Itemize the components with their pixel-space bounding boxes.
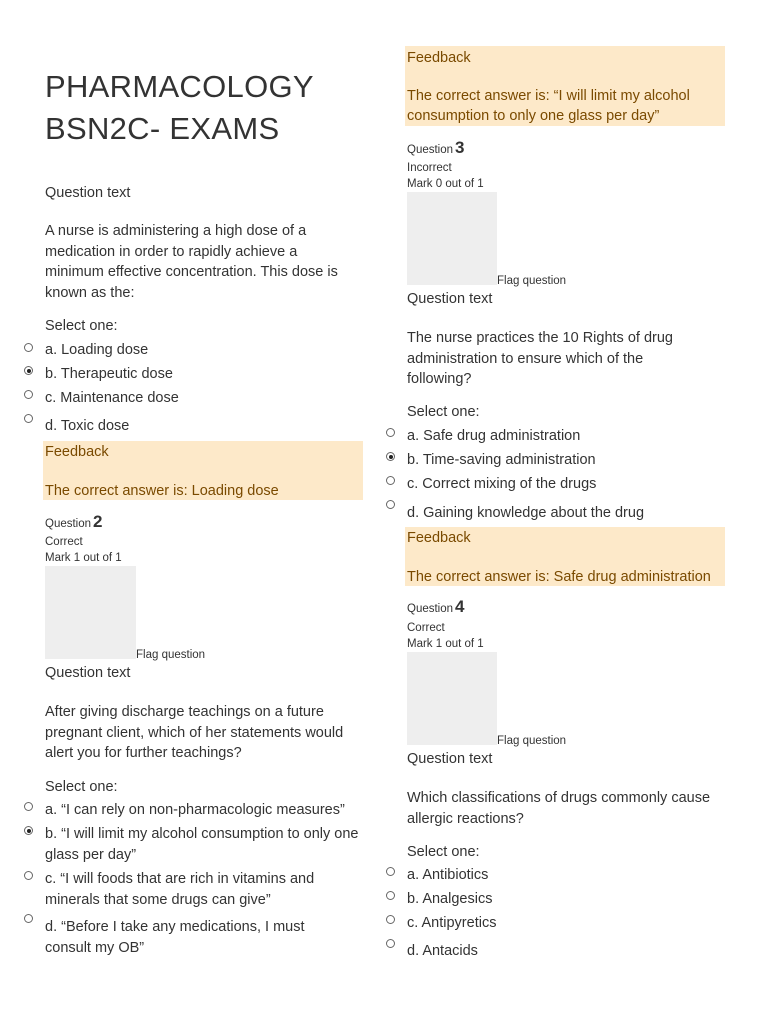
q4-flag-icon[interactable]	[407, 652, 497, 745]
q2-feedback-panel	[405, 46, 725, 126]
q3-question-body: The nurse practices the 10 Rights of drug administration to ensure which of the following?	[407, 330, 673, 387]
q3-option-a[interactable]: a. Safe drug administration	[407, 428, 581, 444]
q3-feedback-heading: Feedback	[407, 530, 471, 546]
q4-option-b-radio[interactable]	[386, 891, 395, 900]
q4-header	[407, 599, 465, 617]
q2-question-text-label: Question text	[45, 665, 131, 681]
q3-option-b[interactable]: b. Time-saving administration	[407, 452, 596, 468]
q4-question-body: Which classifications of drugs commonly cause allergic reactions?	[407, 790, 711, 827]
q3-number: 3	[455, 138, 465, 157]
q4-option-d-radio[interactable]	[386, 939, 395, 948]
q4-option-c[interactable]: c. Antipyretics	[407, 915, 497, 931]
q3-question-text-label: Question text	[407, 291, 493, 307]
q1-feedback-panel	[43, 441, 363, 500]
q4-option-c-radio[interactable]	[386, 915, 395, 924]
q3-option-c[interactable]: c. Correct mixing of the drugs	[407, 476, 597, 492]
q2-select-one: Select one:	[45, 779, 118, 795]
q2-correct-answer: The correct answer is: “I will limit my alcohol consumption to only one glass per day”	[407, 88, 690, 124]
q2-number: 2	[93, 512, 103, 531]
q1-option-b-radio[interactable]	[24, 366, 33, 375]
q2-flag-question[interactable]: Flag question	[136, 649, 206, 661]
q4-number: 4	[455, 597, 465, 616]
q2-option-b[interactable]: b. “I will limit my alcohol consumption to only one glass per day”	[45, 826, 359, 863]
q2-option-b-radio[interactable]	[24, 826, 33, 835]
q3-option-d[interactable]: d. Gaining knowledge about the drug	[407, 505, 645, 521]
page-title-line1: PHARMACOLOGY	[45, 69, 314, 104]
q2-option-c-radio[interactable]	[24, 871, 33, 880]
q3-correct-answer: The correct answer is: Safe drug administration	[407, 569, 711, 585]
q4-option-a-radio[interactable]	[386, 867, 395, 876]
q3-flag-icon[interactable]	[407, 192, 497, 285]
q4-select-one: Select one:	[407, 844, 480, 860]
q4-option-a[interactable]: a. Antibiotics	[407, 867, 489, 883]
q3-option-b-radio[interactable]	[386, 452, 395, 461]
q1-option-a-radio[interactable]	[24, 343, 33, 352]
q3-question-word: Question	[407, 144, 454, 156]
q4-question-word: Question	[407, 603, 454, 615]
q4-flag-question[interactable]: Flag question	[497, 735, 567, 747]
q2-mark: Mark 1 out of 1	[45, 552, 122, 564]
q2-question-body: After giving discharge teachings on a future pregnant client, which of her statements would alert you for further teachings?	[45, 704, 344, 761]
q2-option-a-radio[interactable]	[24, 802, 33, 811]
page-title-line2: BSN2C- EXAMS	[45, 111, 280, 146]
q2-option-d-radio[interactable]	[24, 914, 33, 923]
q2-option-a[interactable]: a. “I can rely on non-pharmacologic measures”	[45, 802, 345, 818]
q3-feedback-panel	[405, 527, 725, 586]
q1-correct-answer: The correct answer is: Loading dose	[45, 483, 279, 499]
q1-option-d[interactable]: d. Toxic dose	[45, 418, 130, 434]
q3-flag-question[interactable]: Flag question	[497, 275, 567, 287]
q3-select-one: Select one:	[407, 404, 480, 420]
q1-select-one: Select one:	[45, 318, 118, 334]
q2-option-c[interactable]: c. “I will foods that are rich in vitamins and minerals that some drugs can give”	[45, 871, 315, 908]
q4-status: Correct	[407, 622, 445, 634]
q4-option-b[interactable]: b. Analgesics	[407, 891, 493, 907]
q3-status: Incorrect	[407, 162, 452, 174]
q4-question-text-label: Question text	[407, 751, 493, 767]
q1-option-d-radio[interactable]	[24, 414, 33, 423]
q1-option-c[interactable]: c. Maintenance dose	[45, 390, 179, 406]
q2-feedback-heading: Feedback	[407, 50, 471, 66]
q4-mark: Mark 1 out of 1	[407, 638, 484, 650]
q1-option-a[interactable]: a. Loading dose	[45, 342, 149, 358]
q2-status: Correct	[45, 536, 83, 548]
q3-header	[407, 140, 465, 158]
q3-option-a-radio[interactable]	[386, 428, 395, 437]
q3-mark: Mark 0 out of 1	[407, 178, 484, 190]
q1-feedback-heading: Feedback	[45, 444, 109, 460]
q1-option-c-radio[interactable]	[24, 390, 33, 399]
q2-header	[45, 514, 103, 532]
q1-option-b[interactable]: b. Therapeutic dose	[45, 366, 173, 382]
q2-question-word: Question	[45, 518, 92, 530]
q4-option-d[interactable]: d. Antacids	[407, 943, 478, 959]
q1-question-body: A nurse is administering a high dose of a medication in order to rapidly achieve a minimum effective concentration. This dose is known as the:	[45, 223, 338, 301]
q2-flag-icon[interactable]	[45, 566, 136, 659]
q2-option-d[interactable]: d. “Before I take any medications, I must consult my OB”	[45, 919, 305, 956]
q3-option-d-radio[interactable]	[386, 500, 395, 509]
q3-option-c-radio[interactable]	[386, 476, 395, 485]
q1-question-text-label: Question text	[45, 185, 131, 201]
